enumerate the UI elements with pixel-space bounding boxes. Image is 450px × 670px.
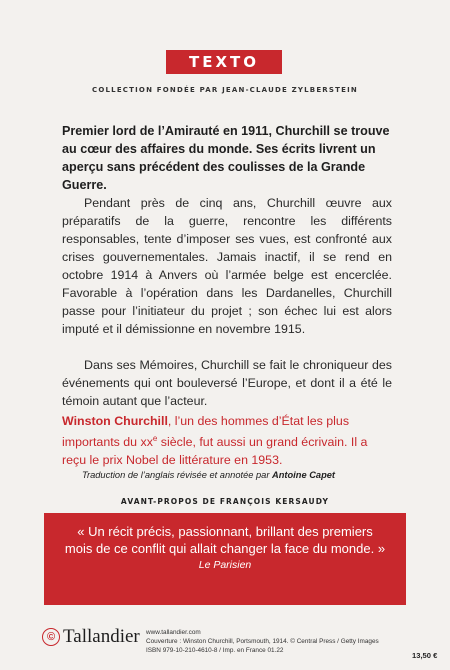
bio-text-after: siècle, fut aussi un grand écrivain. Il a reçu le prix Nobel de littérature en 1953.: [62, 435, 368, 468]
translator-name: Antoine Capet: [272, 470, 336, 480]
translation-prefix: Traduction de l’anglais révisée et annotée par: [82, 470, 273, 480]
texto-logo-text: TEXTO: [188, 53, 260, 71]
publisher-name: Tallandier: [63, 626, 140, 647]
lead-paragraph: Premier lord de l’Amirauté en 1911, Churchill se trouve au cœur des affaires du monde. Ses écrits livrent un aperçu sans précédent des coulisses de la Grande Guerre.: [62, 124, 390, 192]
press-quote-source: Le Parisien: [198, 559, 252, 571]
bio-century-sup: e: [152, 434, 158, 443]
publisher-logo: [42, 626, 140, 648]
translation-credit: [82, 470, 412, 480]
texto-logo: [166, 50, 282, 74]
price-label: 13,50 €: [412, 651, 438, 660]
bio-century: xx: [140, 435, 153, 450]
cover-credit: Couverture : Winston Churchill, Portsmouth, 1914. © Central Press / Getty Images: [146, 638, 379, 645]
body-paragraph-1: Pendant près de cinq ans, Churchill œuvre aux préparatifs de la guerre, rencontre les différents responsables, tente d’imposer ses vues, est confronté aux crises gouvernementales. Jamais inactif, il se rend en octobre 1914 à Anvers où l’armée belge est encerclée. Favorable à l’opération dans les Dardanelles, Churchill passe pour l’initiateur du projet ; son échec lui est alors imputé et il démissionne en novembre 1915.: [62, 196, 392, 336]
collection-line: COLLECTION FONDÉE PAR JEAN-CLAUDE ZYLBERSTEIN: [92, 86, 358, 94]
footer-credits: [146, 628, 396, 655]
bio-text-before: , l’un des hommes d’État les plus importants du: [62, 414, 350, 450]
body-paragraph-2: Dans ses Mémoires, Churchill se fait le chroniqueur des événements qui ont bouleversé l’Europe, et dont il a été le témoin autant que l’acteur.: [62, 358, 392, 408]
author-bio: [62, 412, 392, 469]
author-name: Winston Churchill: [62, 414, 168, 428]
press-quote-text: « Un récit précis, passionnant, brillant des premiers mois de ce conflit qui allait changer la face du monde. »: [64, 524, 386, 556]
avant-propos-credit: AVANT-PROPOS DE FRANÇOIS KERSAUDY: [120, 497, 330, 506]
copyright-icon: ©: [42, 628, 60, 646]
isbn-line: ISBN 979-10-210-4610-8 / Imp. en France 01.22: [146, 647, 284, 654]
publisher-website: www.tallandier.com: [146, 629, 201, 636]
press-quote-box: [44, 513, 406, 605]
